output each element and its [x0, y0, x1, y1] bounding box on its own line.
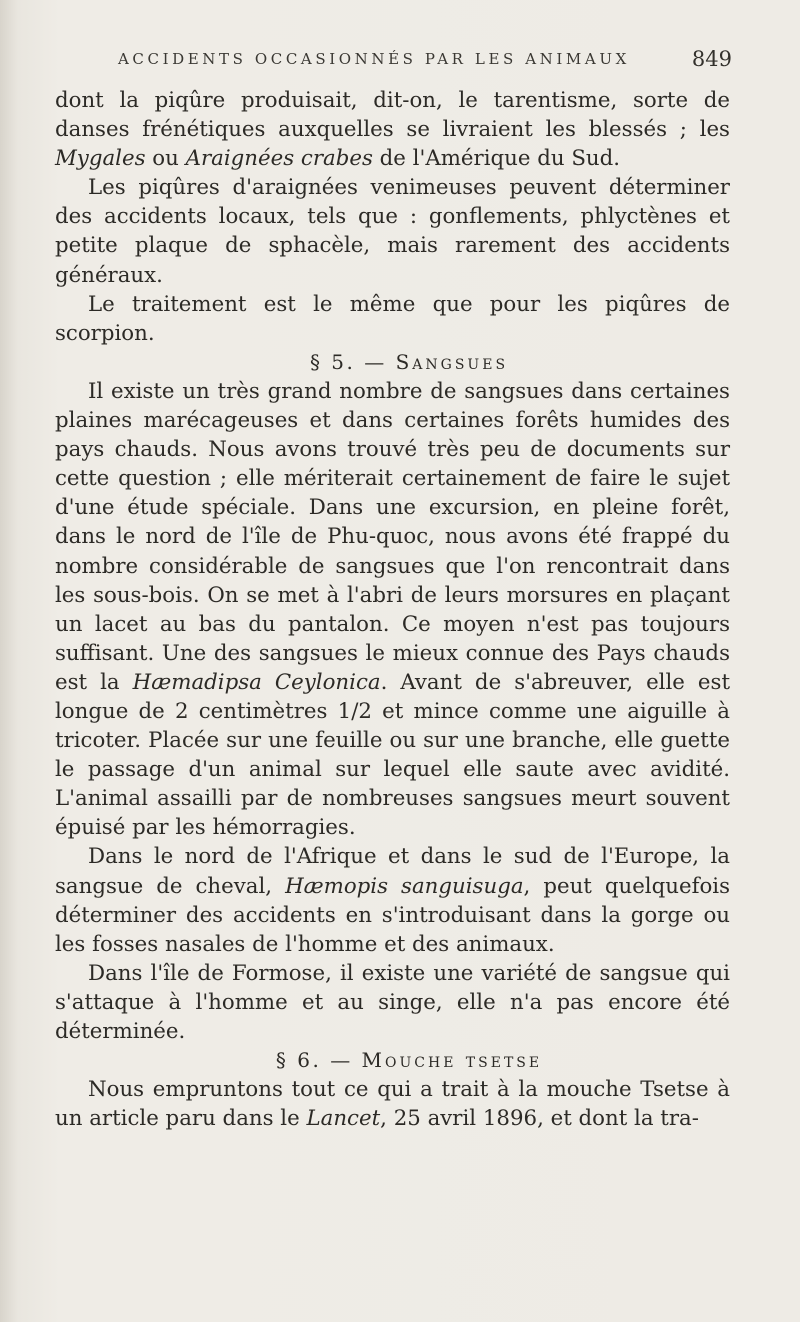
italic-term-haemopis: Hæmopis sanguisuga [285, 873, 524, 899]
section-number: § 5. — [309, 349, 396, 374]
italic-term-araignees-crabes: Araignées crabes [185, 146, 373, 172]
text-run: , 25 avril 1896, et dont la tra- [380, 1106, 699, 1132]
italic-term-haemadipsa: Hæmadipsa Ceylonica [132, 669, 381, 695]
text-run: Dans le nord de l'Afrique et dans le sud de l'Europe, la sangsue de cheval, [55, 844, 730, 899]
text-run: Il existe un très grand nombre de sangsues dans certaines plaines marécageuses et dans certaines forêts humides des pays chauds. Nous avons trouvé très peu de documents sur cette question ; elle mériterait certainement de faire le sujet d'une étude spéciale. Dans une excursion, en pleine forêt, dans le nord de l'île de Phu-quoc, nous avons été frappé du nombre considérable de sangsues que l'on rencontrait dans les sous-bois. On se met à l'abri de leurs morsures en plaçant un lacet au bas du pantalon. Ce moyen n'est pas toujours suffisant. Une des sangsues le mieux connue des Pays chauds est la [55, 378, 730, 695]
text-run: dont la piqûre produisait, dit-on, le tarentisme, sorte de danses frénétiques auxquelles se livraient les blessés ; les [55, 88, 730, 143]
page-number: 849 [691, 47, 732, 71]
paragraph-spider-bites: Les piqûres d'araignées venimeuses peuvent déterminer des accidents locaux, tels que : gonflements, phlyctènes et petite plaque de sphacèle, mais rarement des accidents généraux. [55, 175, 730, 288]
italic-term-lancet: Lancet [306, 1106, 381, 1132]
text-run: ou [145, 146, 186, 172]
running-head [118, 47, 732, 76]
text-run: Nous empruntons tout ce qui a trait à la mouche Tsetse à un article paru dans le [55, 1077, 730, 1132]
section-title: Sangsues [395, 349, 509, 374]
paragraph-leeches-intro [55, 377, 730, 843]
section-title: Mouche tsetse [361, 1048, 543, 1073]
paragraph-treatment: Le traitement est le même que pour les piqûres de scorpion. [55, 291, 730, 346]
section-number: § 6. — [275, 1048, 362, 1073]
text-run: , peut quelquefois déterminer des accidents en s'introduisant dans la gorge ou les fosses nasales de l'homme et des animaux. [55, 873, 731, 957]
body-text [55, 86, 730, 1133]
paragraph-tsetse-intro [55, 1075, 730, 1133]
paragraph-continuation [55, 86, 730, 173]
paragraph-formosa: Dans l'île de Formose, il existe une variété de sangsue qui s'attaque à l'homme et au singe, elle n'a pas encore été déterminée. [55, 960, 730, 1044]
section-heading-sangsues [55, 348, 730, 377]
paragraph-horse-leech [55, 842, 730, 958]
text-run: de l'Amérique du Sud. [372, 146, 621, 172]
section-heading-tsetse [55, 1046, 730, 1075]
text-run: . Avant de s'abreuver, elle est longue de 2 centimètres 1/2 et mince comme une aiguille à tricoter. Placée sur une feuille ou sur une branche, elle guette le passage d'un animal sur lequel elle saute avec avidité. L'animal assailli par de nombreuses sangsues meurt souvent épuisé par les hémorragies. [55, 669, 731, 841]
running-title: ACCIDENTS OCCASIONNÉS PAR LES ANIMAUX [118, 50, 630, 68]
italic-term-mygales: Mygales [55, 146, 146, 172]
